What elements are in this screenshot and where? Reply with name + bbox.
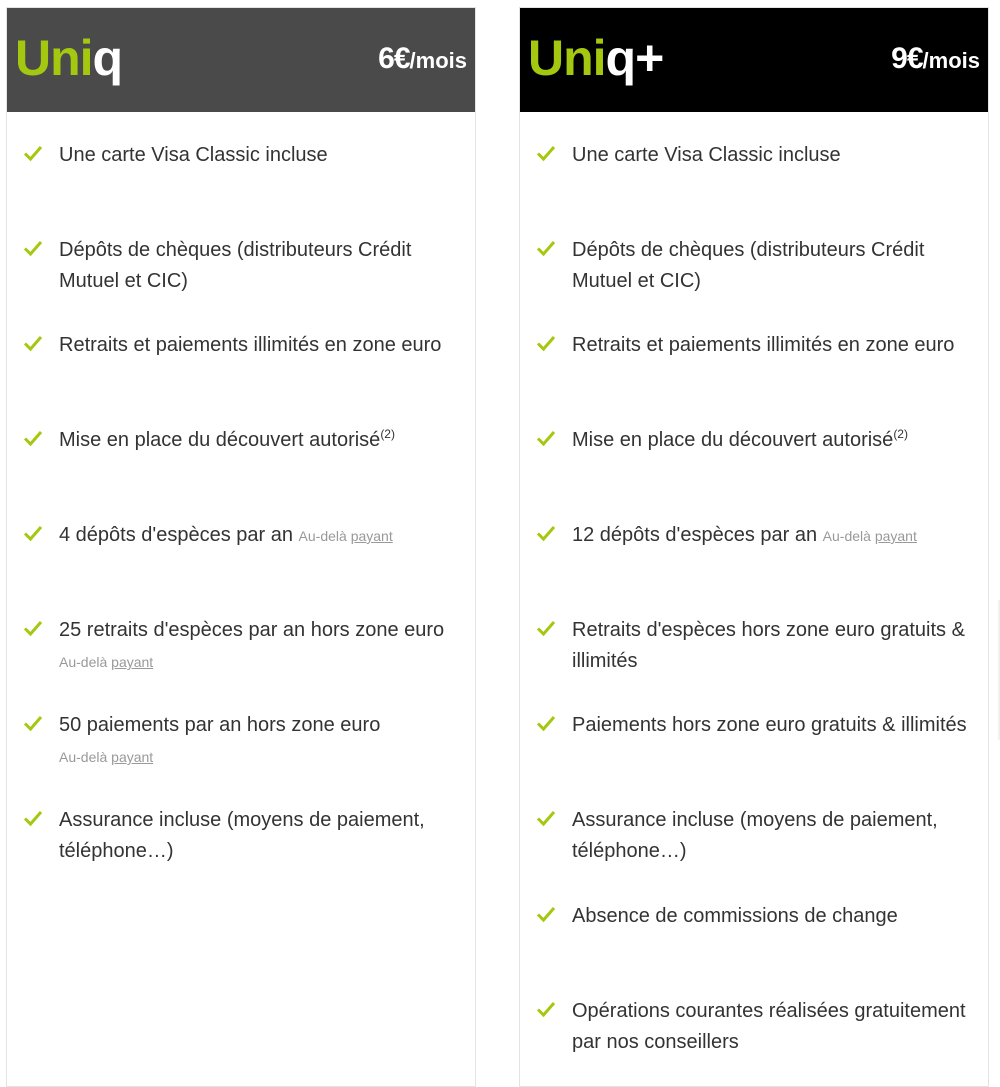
extra-cost-note: Au-delà payant bbox=[298, 528, 393, 544]
check-icon bbox=[23, 524, 43, 542]
plan-price: 6€/mois bbox=[378, 42, 467, 75]
feature-text: Retraits et paiements illimités en zone euro bbox=[572, 334, 955, 356]
plan-header bbox=[7, 8, 475, 112]
check-icon bbox=[536, 239, 556, 257]
feature-text: 4 dépôts d'espèces par an Au-delà payant bbox=[59, 524, 393, 546]
extra-cost-note: Au-delà payant bbox=[59, 749, 154, 765]
plan-card-uniq-plus bbox=[519, 7, 989, 1087]
check-icon bbox=[536, 524, 556, 542]
check-icon bbox=[536, 905, 556, 923]
check-icon bbox=[536, 334, 556, 352]
feature-text: Opérations courantes réalisées gratuitement par nos conseillers bbox=[572, 1000, 966, 1053]
plan-name: Uniq bbox=[15, 30, 123, 86]
extra-cost-note: Au-delà payant bbox=[59, 654, 154, 670]
check-icon bbox=[536, 429, 556, 447]
extra-cost-note: Au-delà payant bbox=[822, 528, 917, 544]
check-icon bbox=[23, 334, 43, 352]
plan-header bbox=[520, 8, 988, 112]
payant-link[interactable]: payant bbox=[111, 749, 154, 765]
check-icon bbox=[536, 809, 556, 827]
check-icon bbox=[536, 714, 556, 732]
feature-text: Assurance incluse (moyens de paiement, téléphone…) bbox=[572, 809, 938, 862]
feature-text: Retraits d'espèces hors zone euro gratuits & illimités bbox=[572, 619, 965, 672]
feature-text: Mise en place du découvert autorisé$^{(2)}$ bbox=[572, 427, 908, 451]
footnote-ref: (2) bbox=[380, 427, 395, 441]
feature-text: Retraits et paiements illimités en zone euro bbox=[59, 334, 442, 356]
check-icon bbox=[23, 144, 43, 162]
feature-text: Dépôts de chèques (distributeurs Crédit Mutuel et CIC) bbox=[59, 239, 412, 292]
feature-text: Une carte Visa Classic incluse bbox=[59, 144, 328, 166]
feature-text: Dépôts de chèques (distributeurs Crédit Mutuel et CIC) bbox=[572, 239, 925, 292]
check-icon bbox=[23, 714, 43, 732]
feature-text: 50 paiements par an hors zone euro Au-delà payant bbox=[59, 714, 381, 765]
feature-text: Une carte Visa Classic incluse bbox=[572, 144, 841, 166]
payant-link[interactable]: payant bbox=[874, 528, 917, 544]
check-icon bbox=[536, 1000, 556, 1018]
check-icon bbox=[23, 619, 43, 637]
plan-price: 9€/mois bbox=[891, 42, 980, 75]
check-icon bbox=[23, 429, 43, 447]
feature-text: Paiements hors zone euro gratuits & illimités bbox=[572, 714, 967, 736]
feature-text: Mise en place du découvert autorisé$^{(2)}$ bbox=[59, 427, 395, 451]
check-icon bbox=[23, 239, 43, 257]
feature-text: Assurance incluse (moyens de paiement, téléphone…) bbox=[59, 809, 425, 862]
check-icon bbox=[536, 144, 556, 162]
feature-text: 25 retraits d'espèces par an hors zone euro Au-delà payant bbox=[59, 619, 445, 670]
feature-text: 12 dépôts d'espèces par an Au-delà payant bbox=[572, 524, 917, 546]
footnote-ref: (2) bbox=[893, 427, 908, 441]
payant-link[interactable]: payant bbox=[111, 654, 154, 670]
plan-name: Uniq+ bbox=[528, 30, 664, 86]
check-icon bbox=[536, 619, 556, 637]
plan-card-uniq bbox=[6, 7, 476, 1087]
payant-link[interactable]: payant bbox=[350, 528, 393, 544]
feature-text: Absence de commissions de change bbox=[572, 905, 898, 927]
check-icon bbox=[23, 809, 43, 827]
